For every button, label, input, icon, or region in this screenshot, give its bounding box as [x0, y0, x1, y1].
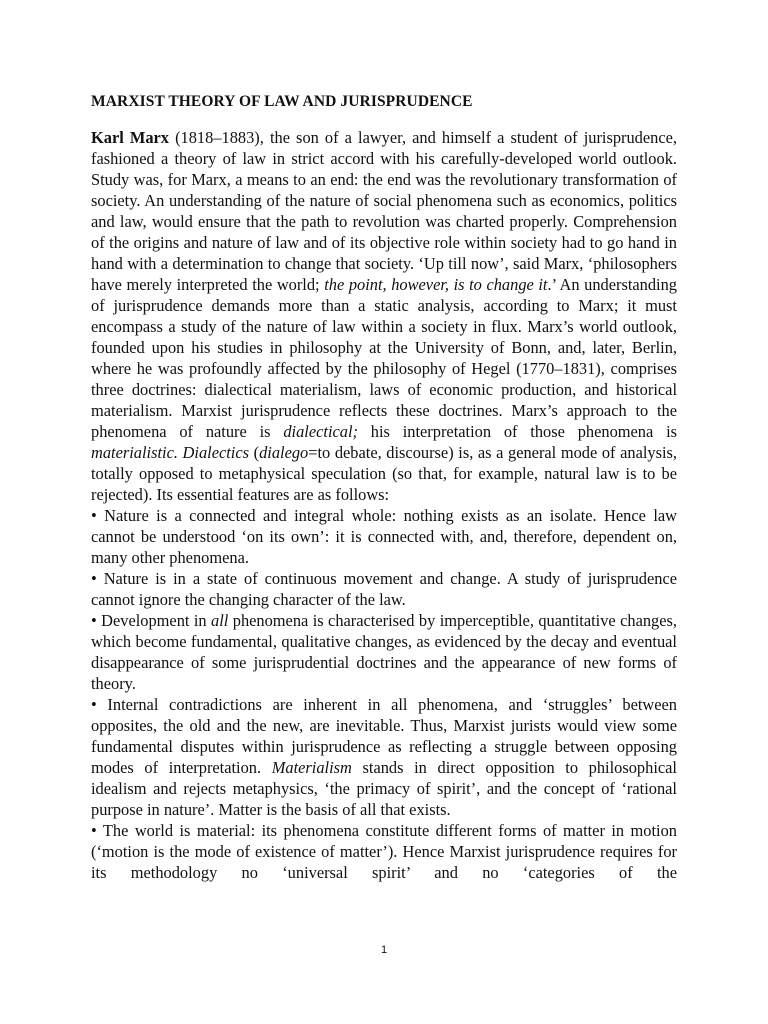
dialego-emphasis: dialego: [259, 443, 309, 462]
all-emphasis: all: [211, 611, 229, 630]
quote-emphasis: the point, however, is to change it: [324, 275, 548, 294]
materialism-emphasis: Materialism: [271, 758, 352, 777]
b3-text-post: phenomena is characterised by imperceptible, quantitative changes, which become fundamental, qualitative changes, as evidenced by the decay and eventual disappearance of some jurisprudential doctrines and the appearance of new forms of theory.: [91, 611, 677, 693]
bullet-connected-whole: • Nature is a connected and integral whole: nothing exists as an isolate. Hence law cannot be understood ‘on its own’: it is connected with, and, therefore, dependent on, many other phenomena.: [91, 506, 677, 567]
b4-text-post: stands in direct opposition to philosophical idealism and rejects metaphysics, ‘the primacy of spirit’, and the concept of ‘rational purpose in nature’. Matter is the basis of all that exists.: [91, 758, 677, 819]
author-name: Karl Marx: [91, 128, 169, 147]
intro-paragraph: [91, 127, 677, 505]
intro-text-4: (: [249, 443, 260, 462]
document-title: MARXIST THEORY OF LAW AND JURISPRUDENCE: [91, 93, 473, 110]
b4-text-pre: • Internal contradictions are inherent in all phenomena, and ‘struggles’ between opposites, the old and the new, are inevitable. Thus, Marxist jurists would view some fundamental disputes within jurisprudence as reflecting a struggle between opposing modes of interpretation.: [91, 695, 677, 777]
intro-text-1: (1818–1883), the son of a lawyer, and himself a student of jurisprudence, fashioned a theory of law in strict accord with his carefully-developed world outlook. Study was, for Marx, a means to an end: the end was the revolutionary transformation of society. An understanding of the nature of social phenomena such as economics, politics and law, would ensure that the path to revolution was charted properly. Comprehension of the origins and nature of law and of its objective role within society had to go hand in hand with a determination to change that society. ‘Up till now’, said Marx, ‘philosophers have merely interpreted the world;: [91, 128, 677, 294]
bullet-development: [91, 610, 677, 694]
dialectical-emphasis: dialectical;: [283, 422, 358, 441]
page-number: 1: [380, 944, 388, 956]
materialistic-emphasis: materialistic. Dialectics: [91, 443, 250, 462]
b3-text-pre: • Development in: [91, 611, 212, 630]
bullet-internal-contradictions: [91, 694, 677, 820]
intro-text-5: =to debate, discourse) is, as a general mode of analysis, totally opposed to metaphysical speculation (so that, for example, natural law is to be rejected). Its essential features are as follows:: [91, 443, 677, 504]
bullet-continuous-change: • Nature is in a state of continuous movement and change. A study of jurisprudence cannot ignore the changing character of the law.: [91, 569, 677, 609]
intro-text-3: his interpretation of those phenomena is: [357, 422, 677, 441]
intro-text-2: .’ An understanding of jurisprudence demands more than a static analysis, according to Marx; it must encompass a study of the nature of law within a society in flux. Marx’s world outlook, founded upon his studies in philosophy at the University of Bonn, and, later, Berlin, where he was profoundly affected by the philosophy of Hegel (1770–1831), comprises three doctrines: dialectical materialism, laws of economic production, and historical materialism. Marxist jurisprudence reflects these doctrines. Marx’s approach to the phenomena of nature is: [91, 275, 677, 441]
bullet-world-material: • The world is material: its phenomena constitute different forms of matter in motion (‘motion is the mode of existence of matter’). Hence Marxist jurisprudence requires for its methodology no ‘universal spirit’ and no ‘categories of the: [91, 821, 677, 882]
document-page: [91, 91, 677, 883]
